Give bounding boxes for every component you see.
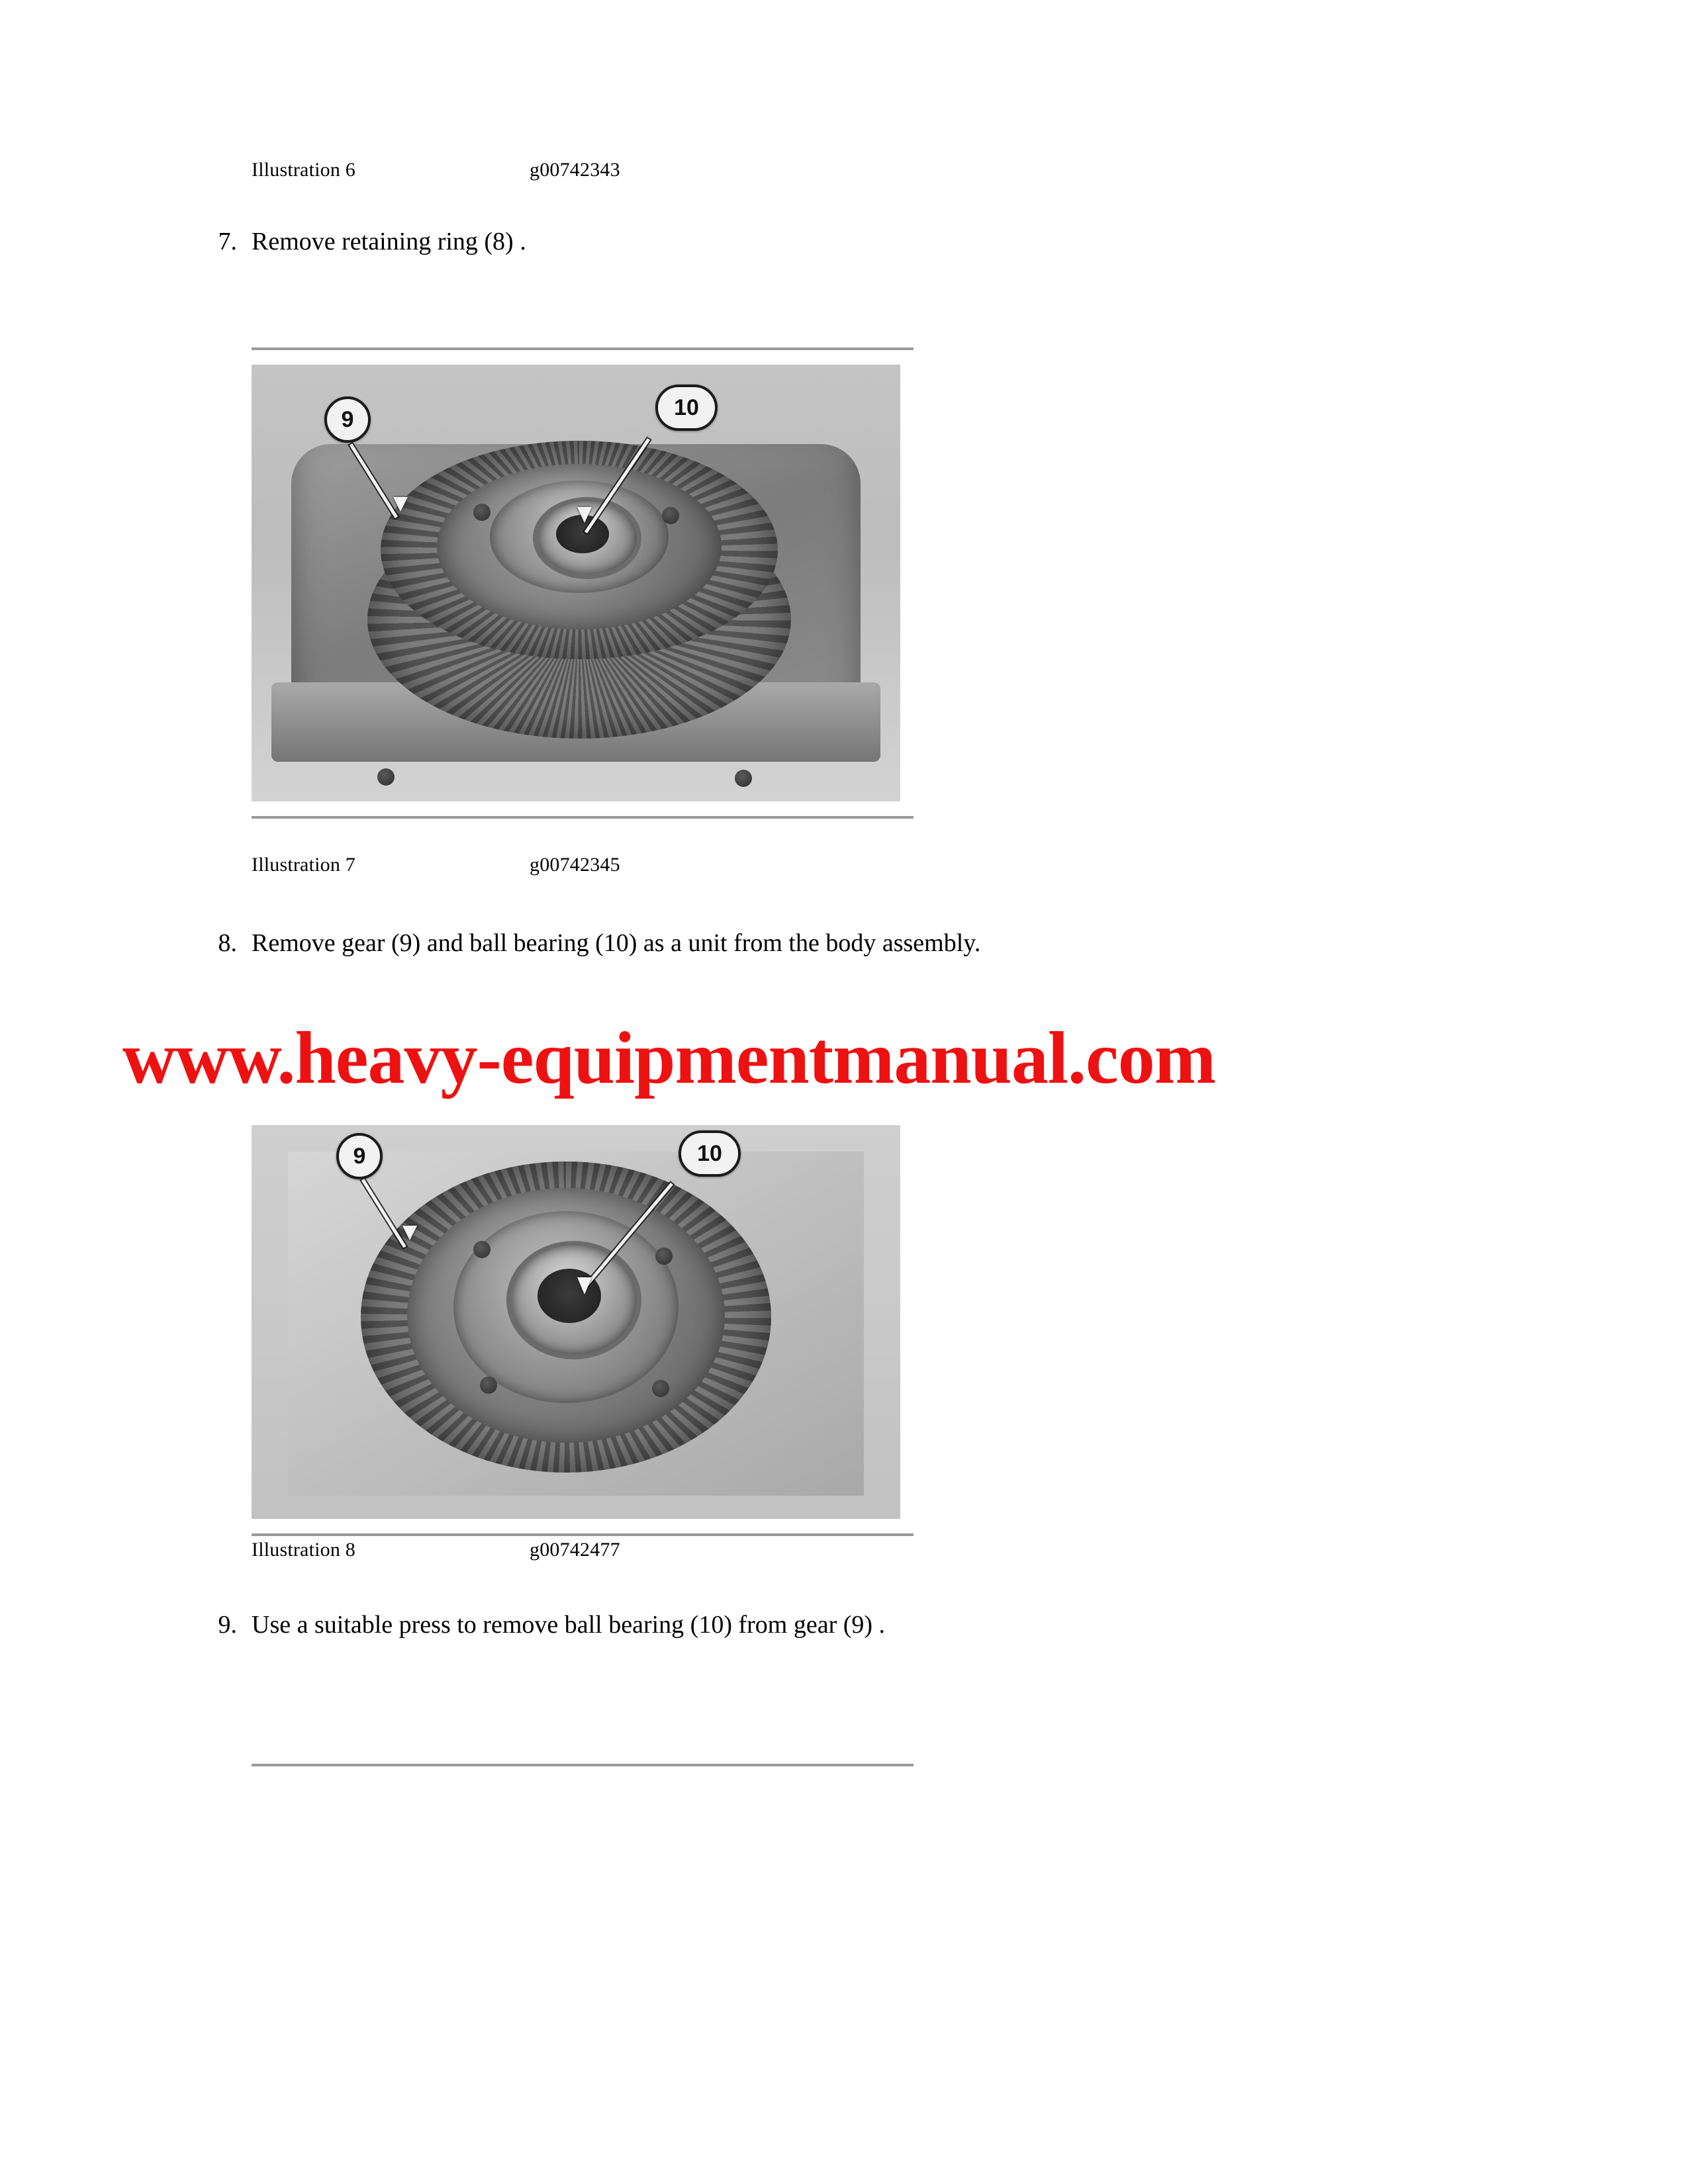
illustration-7-figure <box>252 347 914 819</box>
illustration-8-photo <box>252 1125 900 1519</box>
gear-bolt <box>473 504 491 521</box>
callout-9-arrowhead <box>402 1226 417 1240</box>
callout-10-label: 10 <box>697 1140 722 1166</box>
illustration-8-label: Illustration 8 <box>252 1539 355 1561</box>
illustration-8-code: g00742477 <box>530 1539 620 1561</box>
step-7 <box>199 225 526 259</box>
gear-bolt <box>655 1248 673 1265</box>
gear-bolt <box>652 1380 669 1397</box>
photo-body-assembly <box>252 365 900 801</box>
flange-bolt-hole <box>735 770 752 787</box>
ball-bearing-10 <box>506 1241 641 1359</box>
flange-bolt-hole <box>377 768 395 786</box>
callout-9-arrowhead <box>393 497 408 512</box>
callout-9 <box>324 396 371 443</box>
figure-bottom-rule <box>252 816 914 819</box>
callout-9 <box>336 1133 383 1179</box>
callout-10-arrowhead <box>577 507 592 523</box>
callout-9-label: 9 <box>341 406 354 432</box>
photo-gear-on-bench <box>252 1125 900 1519</box>
callout-10-arrowhead <box>577 1277 592 1295</box>
step-9-number: 9. <box>218 1611 237 1639</box>
step-9-text: Use a suitable press to remove ball bearing (10) from gear (9) . <box>252 1611 886 1639</box>
illustration-7-code: g00742345 <box>530 854 620 876</box>
watermark-text: www.heavy-equipmentmanual.com <box>122 1017 1216 1099</box>
illustration-8-figure <box>252 1125 914 1536</box>
illustration-7-photo <box>252 365 900 801</box>
gear-bolt <box>473 1241 491 1258</box>
figure-bottom-rule <box>252 1533 914 1536</box>
illustration-6-code: g00742343 <box>530 159 620 181</box>
gear-bolt <box>662 507 679 524</box>
callout-9-label: 9 <box>353 1143 366 1169</box>
illustration-6-caption <box>252 159 933 181</box>
next-figure-top-rule <box>252 1764 914 1766</box>
callout-10-label: 10 <box>674 394 699 420</box>
gear-bolt <box>480 1377 497 1394</box>
step-7-text: Remove retaining ring (8) . <box>252 228 526 255</box>
callout-10 <box>679 1130 741 1177</box>
step-8-number: 8. <box>218 929 237 957</box>
step-8-text: Remove gear (9) and ball bearing (10) as a unit from the body assembly. <box>252 929 981 957</box>
illustration-7-label: Illustration 7 <box>252 854 355 876</box>
figure-top-rule <box>252 347 914 350</box>
callout-10 <box>655 385 718 431</box>
step-7-number: 7. <box>218 228 237 255</box>
step-9 <box>199 1608 885 1642</box>
step-8 <box>199 927 980 960</box>
illustration-7-caption <box>252 854 933 876</box>
illustration-8-caption <box>252 1539 933 1561</box>
illustration-6-label: Illustration 6 <box>252 159 355 181</box>
